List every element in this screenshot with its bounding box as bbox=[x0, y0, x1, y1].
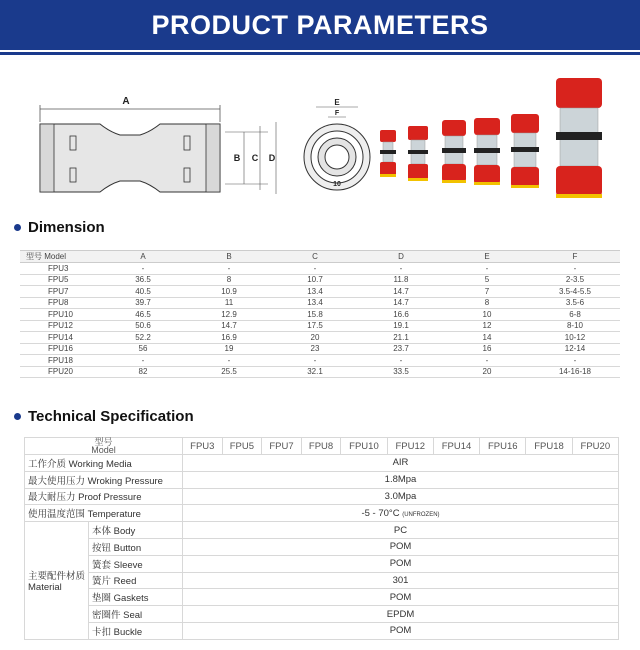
dimension-title-text: Dimension bbox=[28, 219, 105, 236]
connector-fpu20 bbox=[556, 78, 602, 198]
dim-cell: - bbox=[186, 355, 272, 367]
side-view-drawing bbox=[40, 96, 276, 194]
material-value: POM bbox=[183, 538, 619, 555]
spec-header-fpu8: FPU8 bbox=[301, 438, 341, 455]
dim-cell: 8 bbox=[186, 274, 272, 286]
connector-fpu16 bbox=[511, 114, 539, 188]
dim-cell: 6-8 bbox=[530, 309, 620, 321]
dim-header-model: 型号 Model bbox=[20, 251, 100, 263]
temperature-range: -5 - 70°C bbox=[361, 507, 400, 519]
spec-header-fpu5: FPU5 bbox=[222, 438, 262, 455]
spec-table bbox=[24, 437, 619, 640]
dim-cell: 36.5 bbox=[100, 274, 186, 286]
dim-header-f: F bbox=[530, 251, 620, 263]
dim-cell: 20 bbox=[272, 332, 358, 344]
spec-header-fpu14: FPU14 bbox=[433, 438, 479, 455]
dim-cell: - bbox=[530, 263, 620, 275]
material-part: 按钮 Button bbox=[89, 538, 183, 555]
page-title: PRODUCT PARAMETERS bbox=[151, 10, 489, 40]
dim-cell: 10.7 bbox=[272, 274, 358, 286]
table-row bbox=[25, 555, 619, 572]
dim-cell: - bbox=[186, 263, 272, 275]
material-part: 簧套 Sleeve bbox=[89, 555, 183, 572]
dim-label-e: E bbox=[334, 98, 340, 107]
table-row bbox=[20, 355, 620, 367]
dim-cell: 82 bbox=[100, 366, 186, 378]
table-row bbox=[25, 522, 619, 539]
spec-table-header bbox=[25, 438, 619, 455]
dim-cell: 14 bbox=[444, 332, 530, 344]
dim-cell: - bbox=[100, 263, 186, 275]
spec-label-material bbox=[25, 522, 89, 640]
table-row bbox=[25, 488, 619, 505]
dim-cell: 50.6 bbox=[100, 320, 186, 332]
material-value: POM bbox=[183, 589, 619, 606]
spec-header-fpu18: FPU18 bbox=[526, 438, 572, 455]
material-value: PC bbox=[183, 522, 619, 539]
material-label-en: Material bbox=[28, 581, 62, 593]
spec-section-title bbox=[14, 408, 194, 425]
table-row bbox=[20, 309, 620, 321]
table-row bbox=[25, 622, 619, 639]
spec-value-proof-pressure: 3.0Mpa bbox=[183, 488, 619, 505]
dim-cell: - bbox=[272, 355, 358, 367]
dim-header-d: D bbox=[358, 251, 444, 263]
dim-cell: 7 bbox=[444, 286, 530, 298]
spec-header-model-cn: 型号 bbox=[94, 437, 113, 447]
material-part: 密圈件 Seal bbox=[89, 606, 183, 623]
dim-cell: FPU18 bbox=[20, 355, 100, 367]
bullet-dot-icon bbox=[14, 224, 21, 231]
dim-cell: 14.7 bbox=[186, 320, 272, 332]
dim-cell: 11.8 bbox=[358, 274, 444, 286]
dim-cell: FPU16 bbox=[20, 343, 100, 355]
dim-cell: 11 bbox=[186, 297, 272, 309]
spec-label-working-pressure: 最大使用压力 Wroking Pressure bbox=[25, 471, 183, 488]
dim-label-f: F bbox=[334, 110, 340, 117]
spec-value-media: AIR bbox=[183, 455, 619, 472]
dim-cell: FPU7 bbox=[20, 286, 100, 298]
spec-header-fpu20: FPU20 bbox=[572, 438, 618, 455]
dim-cell: 14.7 bbox=[358, 286, 444, 298]
dim-cell: 16.6 bbox=[358, 309, 444, 321]
dim-cell: 2-3.5 bbox=[530, 274, 620, 286]
dim-cell: - bbox=[444, 355, 530, 367]
dim-cell: - bbox=[358, 355, 444, 367]
dim-cell: 14-16-18 bbox=[530, 366, 620, 378]
dimension-section-title bbox=[14, 219, 105, 236]
dim-cell: 17.5 bbox=[272, 320, 358, 332]
dim-cell: 40.5 bbox=[100, 286, 186, 298]
dim-cell: 13.4 bbox=[272, 297, 358, 309]
spec-header-fpu12: FPU12 bbox=[387, 438, 433, 455]
material-value: 301 bbox=[183, 572, 619, 589]
table-row bbox=[20, 320, 620, 332]
dim-cell: 13.4 bbox=[272, 286, 358, 298]
connector-fpu7 bbox=[408, 126, 428, 181]
dim-cell: 21.1 bbox=[358, 332, 444, 344]
dim-cell: 32.1 bbox=[272, 366, 358, 378]
table-row bbox=[20, 286, 620, 298]
dim-cell: 3.5-4-5.5 bbox=[530, 286, 620, 298]
dim-cell: - bbox=[444, 263, 530, 275]
table-row bbox=[25, 589, 619, 606]
table-row bbox=[25, 606, 619, 623]
dim-cell: 8-10 bbox=[530, 320, 620, 332]
table-row bbox=[20, 263, 620, 275]
banner-underline bbox=[0, 52, 640, 55]
spec-title-text: Technical Specification bbox=[28, 408, 194, 425]
dim-cell: FPU5 bbox=[20, 274, 100, 286]
dim-cell: 10 bbox=[444, 309, 530, 321]
dim-label-b: B bbox=[233, 153, 241, 163]
table-row bbox=[25, 471, 619, 488]
dim-cell: 15.8 bbox=[272, 309, 358, 321]
dimension-table-header bbox=[20, 251, 620, 263]
spec-label-media: 工作介质 Working Media bbox=[25, 455, 183, 472]
material-value: POM bbox=[183, 555, 619, 572]
table-row bbox=[25, 455, 619, 472]
dimension-table bbox=[20, 250, 620, 378]
dim-cell: 20 bbox=[444, 366, 530, 378]
dim-cell: 12-14 bbox=[530, 343, 620, 355]
table-row bbox=[20, 274, 620, 286]
dim-cell: - bbox=[530, 355, 620, 367]
product-photos bbox=[380, 78, 602, 198]
dim-cell: 5 bbox=[444, 274, 530, 286]
dim-cell: 19.1 bbox=[358, 320, 444, 332]
dim-cell: 25.5 bbox=[186, 366, 272, 378]
table-row bbox=[25, 538, 619, 555]
dim-header-e: E bbox=[444, 251, 530, 263]
header-banner bbox=[0, 0, 640, 50]
table-row bbox=[25, 572, 619, 589]
dim-cell: 12.9 bbox=[186, 309, 272, 321]
dim-cell: FPU20 bbox=[20, 366, 100, 378]
spec-value-temperature bbox=[183, 505, 619, 522]
material-part: 垫圈 Gaskets bbox=[89, 589, 183, 606]
dim-cell: - bbox=[100, 355, 186, 367]
spec-label-proof-pressure: 最大耐压力 Proof Pressure bbox=[25, 488, 183, 505]
dim-header-a: A bbox=[100, 251, 186, 263]
connector-fpu12 bbox=[474, 118, 500, 185]
table-row bbox=[25, 505, 619, 522]
dim-cell: 52.2 bbox=[100, 332, 186, 344]
temperature-note: (UNFROZEN) bbox=[402, 511, 440, 518]
dim-cell: 10-12 bbox=[530, 332, 620, 344]
dim-cell: 39.7 bbox=[100, 297, 186, 309]
product-figure bbox=[0, 62, 640, 212]
spec-header-model-en: Model bbox=[91, 445, 116, 455]
dim-cell: 23 bbox=[272, 343, 358, 355]
material-part: 卡扣 Buckle bbox=[89, 622, 183, 639]
material-part: 本体 Body bbox=[89, 522, 183, 539]
spec-label-temperature: 使用温度范围 Temperature bbox=[25, 505, 183, 522]
dim-cell: 14.7 bbox=[358, 297, 444, 309]
spec-value-working-pressure: 1.8Mpa bbox=[183, 471, 619, 488]
spec-header-fpu3: FPU3 bbox=[183, 438, 223, 455]
dim-label-10: 10 bbox=[333, 181, 341, 188]
dim-header-c: C bbox=[272, 251, 358, 263]
dim-cell: - bbox=[358, 263, 444, 275]
dim-label-a: A bbox=[122, 96, 130, 107]
connector-fpu5 bbox=[380, 130, 396, 177]
table-row bbox=[20, 297, 620, 309]
dim-cell: - bbox=[272, 263, 358, 275]
spec-header-model bbox=[25, 438, 183, 455]
table-row bbox=[20, 343, 620, 355]
dim-cell: 12 bbox=[444, 320, 530, 332]
front-view-drawing bbox=[304, 98, 370, 190]
dim-cell: 23.7 bbox=[358, 343, 444, 355]
dim-cell: 3.5-6 bbox=[530, 297, 620, 309]
dim-cell: 56 bbox=[100, 343, 186, 355]
dim-cell: 10.9 bbox=[186, 286, 272, 298]
spec-header-fpu10: FPU10 bbox=[341, 438, 387, 455]
dim-label-c: C bbox=[251, 153, 259, 163]
material-value: EPDM bbox=[183, 606, 619, 623]
table-row bbox=[20, 366, 620, 378]
bullet-dot-icon bbox=[14, 413, 21, 420]
dim-cell: FPU14 bbox=[20, 332, 100, 344]
dim-cell: 16 bbox=[444, 343, 530, 355]
dim-header-b: B bbox=[186, 251, 272, 263]
dim-cell: 46.5 bbox=[100, 309, 186, 321]
dim-cell: FPU3 bbox=[20, 263, 100, 275]
material-value: POM bbox=[183, 622, 619, 639]
dim-cell: 16.9 bbox=[186, 332, 272, 344]
spec-header-fpu16: FPU16 bbox=[480, 438, 526, 455]
connector-fpu10 bbox=[442, 120, 466, 183]
dim-cell: 19 bbox=[186, 343, 272, 355]
material-part: 簧片 Reed bbox=[89, 572, 183, 589]
dim-cell: 33.5 bbox=[358, 366, 444, 378]
dim-cell: FPU12 bbox=[20, 320, 100, 332]
dim-cell: 8 bbox=[444, 297, 530, 309]
dim-cell: FPU10 bbox=[20, 309, 100, 321]
spec-header-fpu7: FPU7 bbox=[262, 438, 302, 455]
dim-cell: FPU8 bbox=[20, 297, 100, 309]
dim-label-d: D bbox=[268, 153, 276, 163]
material-label-cn: 主要配件材质 bbox=[28, 570, 86, 582]
table-row bbox=[20, 332, 620, 344]
